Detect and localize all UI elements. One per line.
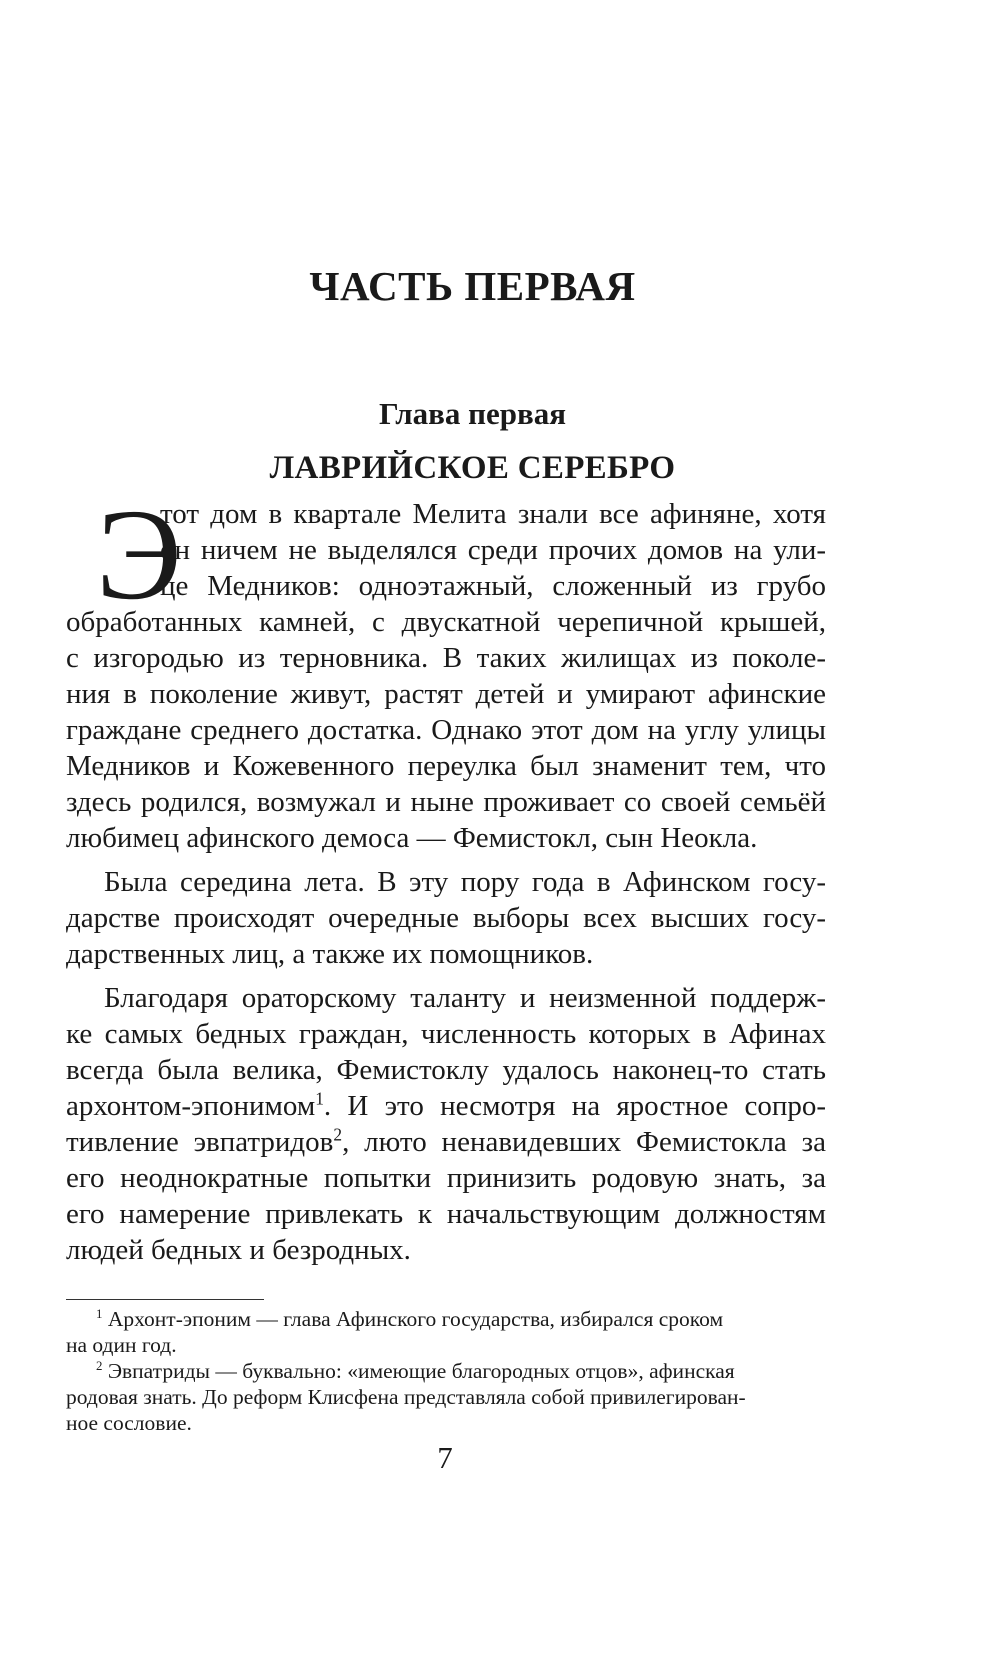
text-line: он ничем не выделялся среди прочих домов на ули- [160,534,826,566]
text-line: его намерение привлекать к начальствующим должностям [66,1198,826,1230]
text-line: с изгородью из терновника. В таких жилищах из поколе- [66,642,826,674]
part-title: ЧАСТЬ ПЕРВАЯ [309,263,636,309]
text-line: це Медников: одноэтажный, сложенный из грубо [160,570,826,602]
drop-cap: Э [96,483,182,627]
footnote-divider [66,1299,264,1300]
text-line: Благодаря ораторскому таланту и неизменной поддерж- [104,982,826,1014]
text-line: Медников и Кожевенного переулка был знаменит тем, что [66,750,826,782]
text-line: его неоднократные попытки принизить родовую знать, за [66,1162,826,1194]
text-span: архонтом-эпонимом [66,1090,316,1122]
text-line: людей бедных и безродных. [66,1234,411,1266]
text-line: граждане среднего достатка. Однако этот дом на углу улицы [66,714,826,746]
text-line: ния в поколение живут, растят детей и умирают афинские [66,678,826,710]
text-line: ке самых бедных граждан, численность которых в Афинах [66,1018,826,1050]
text-line: Была середина лета. В эту пору года в Афинском госу- [104,866,826,898]
footnote-2 [96,1358,735,1384]
text-span: . И это несмотря на яростное сопро- [323,1090,826,1122]
footnote-text: Архонт-эпоним — глава Афинского государства, избирался сроком [102,1307,724,1331]
footnote-1-cont: на один год. [66,1333,177,1357]
chapter-title: ЛАВРИЙСКОЕ СЕРЕБРО [269,450,676,486]
footnote-mark: 1 [96,1306,103,1321]
text-line [66,1089,826,1123]
text-line: тот дом в квартале Мелита знали все афиняне, хотя [160,498,826,530]
text-line: дарственных лиц, а также их помощников. [66,938,594,970]
chapter-label: Глава первая [379,396,566,431]
text-line: дарстве происходят очередные выборы всех высших госу- [66,902,826,934]
footnote-1 [96,1306,723,1332]
text-line [66,1125,826,1159]
text-line: всегда была велика, Фемистоклу удалось наконец-то стать [66,1054,826,1086]
footnote-2-cont: ное сословие. [66,1411,192,1435]
footnote-mark: 2 [96,1358,103,1373]
text-span: тивление эвпатридов [66,1126,334,1158]
text-line: обработанных камней, с двускатной черепичной крышей, [66,606,826,638]
footnote-ref[interactable]: 2 [333,1124,343,1145]
text-span: , люто ненавидевших Фемистокла за [342,1126,826,1158]
text-line: любимец афинского демоса — Фемистокл, сын Неокла. [66,822,758,854]
footnote-2-cont: родовая знать. До реформ Клисфена представляла собой привилегирован- [66,1385,746,1409]
page-number: 7 [437,1440,453,1475]
footnote-ref[interactable]: 1 [315,1088,324,1109]
footnote-text: Эвпатриды — буквально: «имеющие благородных отцов», афинская [102,1359,735,1383]
text-line: здесь родился, возмужал и ныне проживает со своей семьёй [66,786,826,818]
